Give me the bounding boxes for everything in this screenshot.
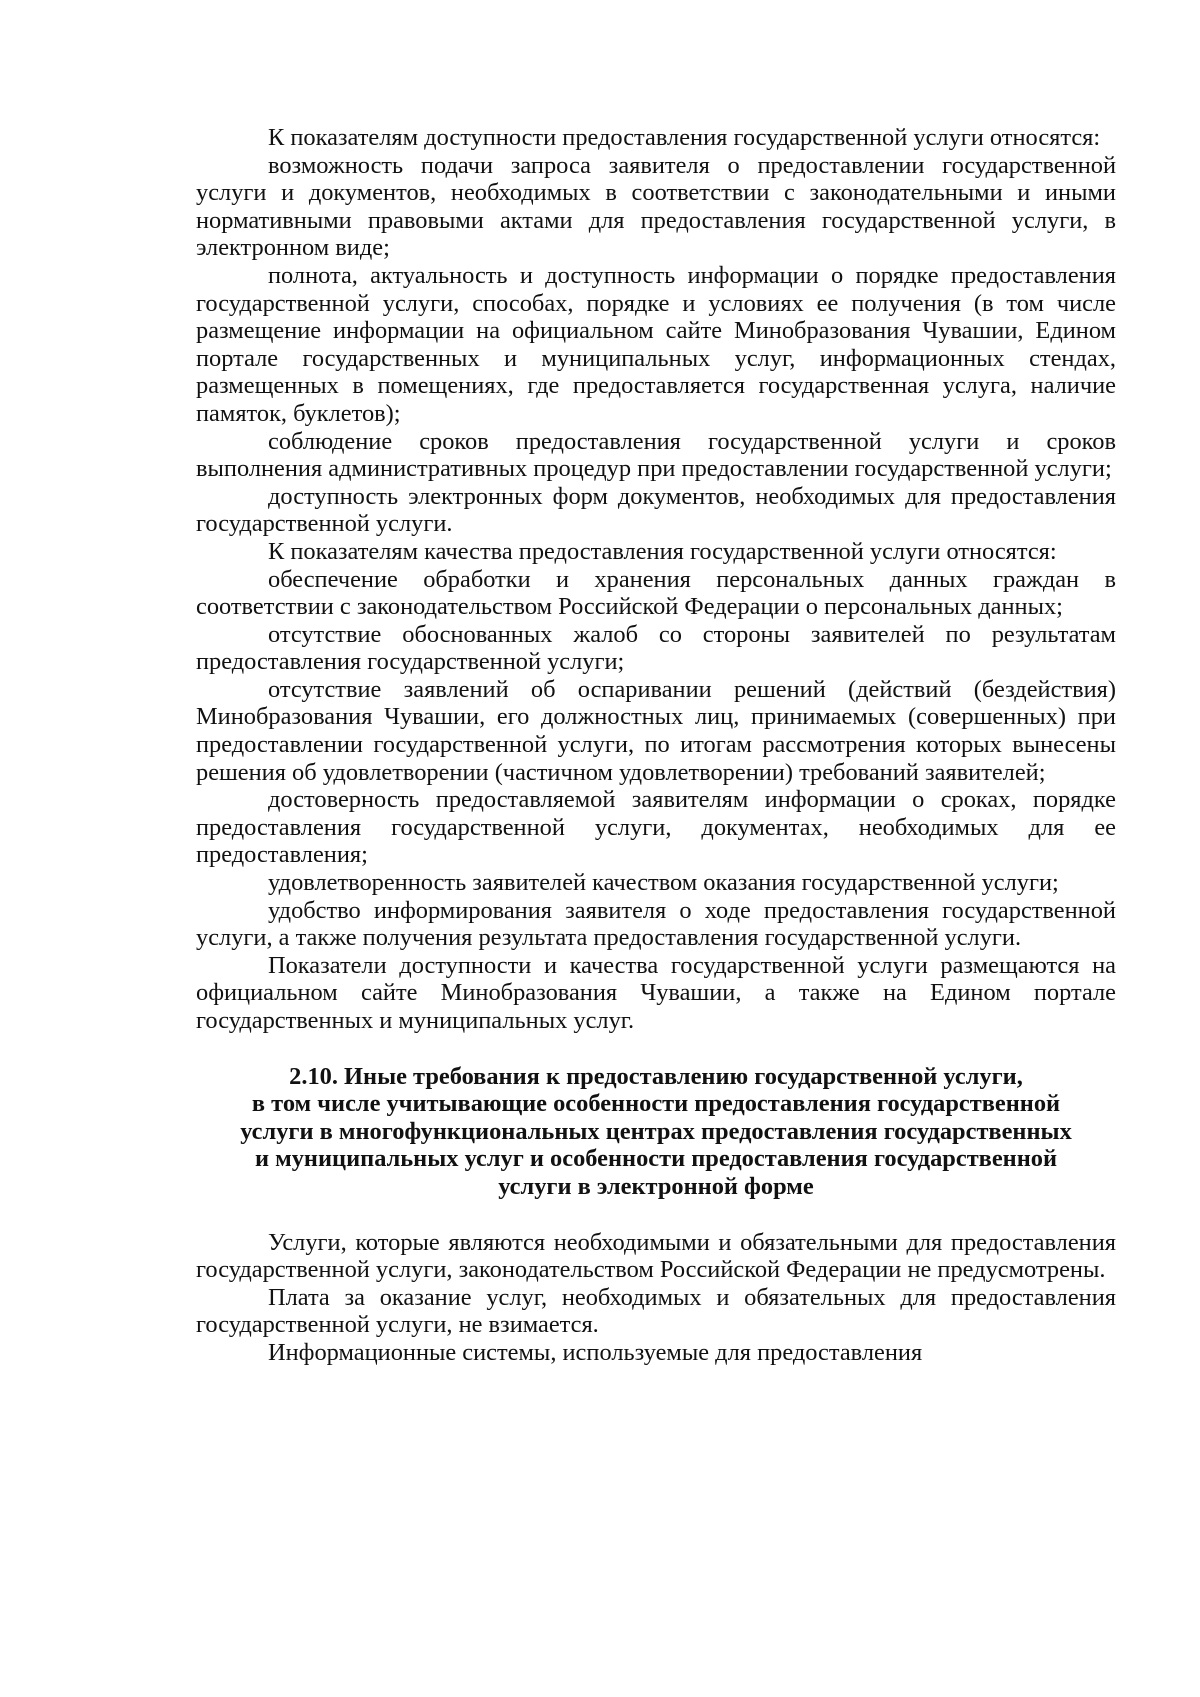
paragraph-quality-intro: К показателям качества предоставления государственной услуги относятся: <box>268 537 1057 565</box>
paragraph-required-services: Услуги, которые являются необходимыми и обязательными для предоставления государственной услуги, законодательством Российской Федерации не предусмотрены. <box>196 1228 1116 1284</box>
paragraph-fee: Плата за оказание услуг, необходимых и обязательных для предоставления государственной услуги, не взимается. <box>196 1283 1116 1339</box>
paragraph-satisfaction: удовлетворенность заявителей качеством оказания государственной услуги; <box>268 869 1059 897</box>
paragraph-information-completeness: полнота, актуальность и доступность информации о порядке предоставления государственной услуги, способах, порядке и условиях ее получения (в том числе размещение информации на официальном сайте Минобразования Чувашии, Едином портале государственных и муниципальных услуг, информационных стендах, размещенных в помещениях, где предоставляется государственная услуга, наличие памяток, буклетов); <box>196 261 1116 427</box>
paragraph-no-disputes: отсутствие заявлений об оспаривании решений (действий (бездействия) Минобразования Чувашии, его должностных лиц, принимаемых (совершенных) при предоставлении государственной услуги, по итогам рассмотрения которых вынесены решения об удовлетворении (частичном удовлетворении) требований заявителей; <box>196 675 1116 786</box>
section-heading-line: услуги в многофункциональных центрах предоставления государственных <box>240 1117 1072 1145</box>
section-heading-line: услуги в электронной форме <box>498 1172 814 1200</box>
paragraph-deadline-compliance: соблюдение сроков предоставления государственной услуги и сроков выполнения административных процедур при предоставлении государственной услуги; <box>196 427 1116 483</box>
section-heading-line: и муниципальных услуг и особенности предоставления государственной <box>254 1145 1058 1173</box>
section-heading-line: 2.10. Иные требования к предоставлению государственной услуги, <box>289 1062 1023 1090</box>
paragraph-information-reliability: достоверность предоставляемой заявителям информации о сроках, порядке предоставления государственной услуги, документах, необходимых для ее предоставления; <box>196 786 1116 869</box>
paragraph-information-systems: Информационные системы, используемые для предоставления <box>268 1338 923 1366</box>
paragraph-convenience: удобство информирования заявителя о ходе предоставления государственной услуги, а также получения результата предоставления государственной услуги. <box>196 896 1116 952</box>
paragraph-electronic-forms: доступность электронных форм документов, необходимых для предоставления государственной услуги. <box>196 482 1116 538</box>
paragraph-indicators-published: Показатели доступности и качества государственной услуги размещаются на официальном сайте Минобразования Чувашии, а также на Едином портале государственных и муниципальных услуг. <box>196 951 1116 1034</box>
paragraph-personal-data: обеспечение обработки и хранения персональных данных граждан в соответствии с законодательством Российской Федерации о персональных данных; <box>196 565 1116 621</box>
paragraph-no-complaints: отсутствие обоснованных жалоб со стороны заявителей по результатам предоставления государственной услуги; <box>196 620 1116 676</box>
section-heading-2-10 <box>196 1063 1116 1201</box>
document-body <box>196 124 1116 1367</box>
paragraph-electronic-request: возможность подачи запроса заявителя о предоставлении государственной услуги и документов, необходимых в соответствии с законодательными и иными нормативными правовыми актами для предоставления государственной услуги, в электронном виде; <box>196 151 1116 262</box>
section-heading-line: в том числе учитывающие особенности предоставления государственной <box>251 1090 1061 1118</box>
paragraph-availability-intro: К показателям доступности предоставления государственной услуги относятся: <box>268 124 1101 151</box>
